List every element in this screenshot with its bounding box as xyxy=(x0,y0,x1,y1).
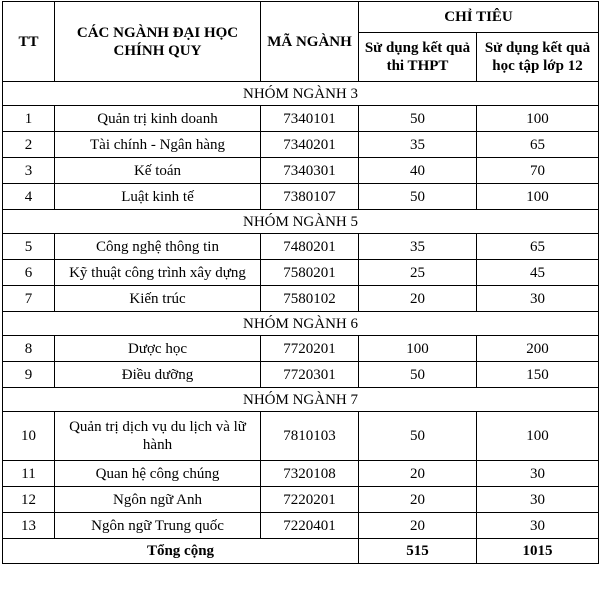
cell-tt: 1 xyxy=(3,106,55,132)
table-row xyxy=(3,260,599,286)
total-row xyxy=(3,539,599,564)
cell-tt: 9 xyxy=(3,362,55,388)
table-row xyxy=(3,513,599,539)
table-row xyxy=(3,336,599,362)
cell-major: Điều dưỡng xyxy=(55,362,261,388)
cell-thpt: 25 xyxy=(359,260,477,286)
cell-hocba: 70 xyxy=(477,158,599,184)
cell-thpt: 20 xyxy=(359,487,477,513)
table-row xyxy=(3,158,599,184)
cell-thpt: 20 xyxy=(359,513,477,539)
cell-hocba: 30 xyxy=(477,513,599,539)
cell-major: Dược học xyxy=(55,336,261,362)
table-row xyxy=(3,234,599,260)
cell-major: Kế toán xyxy=(55,158,261,184)
header-quota-hocba: Sử dụng kết quả học tập lớp 12 xyxy=(477,33,599,82)
cell-thpt: 100 xyxy=(359,336,477,362)
total-thpt: 515 xyxy=(359,539,477,564)
cell-code: 7480201 xyxy=(261,234,359,260)
cell-hocba: 30 xyxy=(477,487,599,513)
cell-tt: 2 xyxy=(3,132,55,158)
cell-code: 7340301 xyxy=(261,158,359,184)
table-row xyxy=(3,487,599,513)
cell-tt: 13 xyxy=(3,513,55,539)
cell-code: 7220201 xyxy=(261,487,359,513)
cell-major: Kỹ thuật công trình xây dựng xyxy=(55,260,261,286)
total-hocba: 1015 xyxy=(477,539,599,564)
cell-code: 7720301 xyxy=(261,362,359,388)
header-tt: TT xyxy=(3,2,55,82)
cell-major: Ngôn ngữ Trung quốc xyxy=(55,513,261,539)
cell-hocba: 30 xyxy=(477,286,599,312)
cell-code: 7810103 xyxy=(261,412,359,461)
cell-major: Công nghệ thông tin xyxy=(55,234,261,260)
cell-tt: 4 xyxy=(3,184,55,210)
cell-code: 7720201 xyxy=(261,336,359,362)
cell-hocba: 100 xyxy=(477,184,599,210)
cell-major: Tài chính - Ngân hàng xyxy=(55,132,261,158)
header-code: MÃ NGÀNH xyxy=(261,2,359,82)
cell-code: 7220401 xyxy=(261,513,359,539)
table-row xyxy=(3,132,599,158)
table-row xyxy=(3,461,599,487)
cell-code: 7380107 xyxy=(261,184,359,210)
cell-major: Quản trị dịch vụ du lịch và lữ hành xyxy=(55,412,261,461)
cell-thpt: 35 xyxy=(359,234,477,260)
cell-code: 7580201 xyxy=(261,260,359,286)
cell-hocba: 30 xyxy=(477,461,599,487)
cell-tt: 8 xyxy=(3,336,55,362)
cell-tt: 3 xyxy=(3,158,55,184)
header-major: CÁC NGÀNH ĐẠI HỌC CHÍNH QUY xyxy=(55,2,261,82)
cell-hocba: 100 xyxy=(477,106,599,132)
group-title: NHÓM NGÀNH 5 xyxy=(3,210,599,234)
table-row xyxy=(3,412,599,461)
admission-quota-table xyxy=(2,1,599,564)
cell-tt: 12 xyxy=(3,487,55,513)
cell-major: Kiến trúc xyxy=(55,286,261,312)
cell-major: Quản trị kinh doanh xyxy=(55,106,261,132)
cell-thpt: 40 xyxy=(359,158,477,184)
cell-thpt: 50 xyxy=(359,184,477,210)
cell-code: 7340201 xyxy=(261,132,359,158)
cell-thpt: 20 xyxy=(359,461,477,487)
table-row xyxy=(3,184,599,210)
cell-major: Ngôn ngữ Anh xyxy=(55,487,261,513)
cell-tt: 5 xyxy=(3,234,55,260)
cell-hocba: 45 xyxy=(477,260,599,286)
cell-tt: 6 xyxy=(3,260,55,286)
cell-tt: 10 xyxy=(3,412,55,461)
table-row xyxy=(3,106,599,132)
header-quota-thpt: Sử dụng kết quả thi THPT xyxy=(359,33,477,82)
group-title: NHÓM NGÀNH 3 xyxy=(3,82,599,106)
cell-thpt: 50 xyxy=(359,106,477,132)
cell-thpt: 50 xyxy=(359,362,477,388)
cell-code: 7580102 xyxy=(261,286,359,312)
cell-tt: 7 xyxy=(3,286,55,312)
table-row xyxy=(3,362,599,388)
cell-hocba: 150 xyxy=(477,362,599,388)
table-row xyxy=(3,286,599,312)
cell-thpt: 35 xyxy=(359,132,477,158)
cell-tt: 11 xyxy=(3,461,55,487)
cell-code: 7320108 xyxy=(261,461,359,487)
cell-hocba: 100 xyxy=(477,412,599,461)
group-title: NHÓM NGÀNH 6 xyxy=(3,312,599,336)
total-label: Tổng cộng xyxy=(3,539,359,564)
cell-thpt: 20 xyxy=(359,286,477,312)
cell-hocba: 200 xyxy=(477,336,599,362)
cell-major: Luật kinh tế xyxy=(55,184,261,210)
header-quota: CHỈ TIÊU xyxy=(359,2,599,33)
cell-major: Quan hệ công chúng xyxy=(55,461,261,487)
cell-hocba: 65 xyxy=(477,234,599,260)
cell-hocba: 65 xyxy=(477,132,599,158)
cell-code: 7340101 xyxy=(261,106,359,132)
cell-thpt: 50 xyxy=(359,412,477,461)
group-title: NHÓM NGÀNH 7 xyxy=(3,388,599,412)
